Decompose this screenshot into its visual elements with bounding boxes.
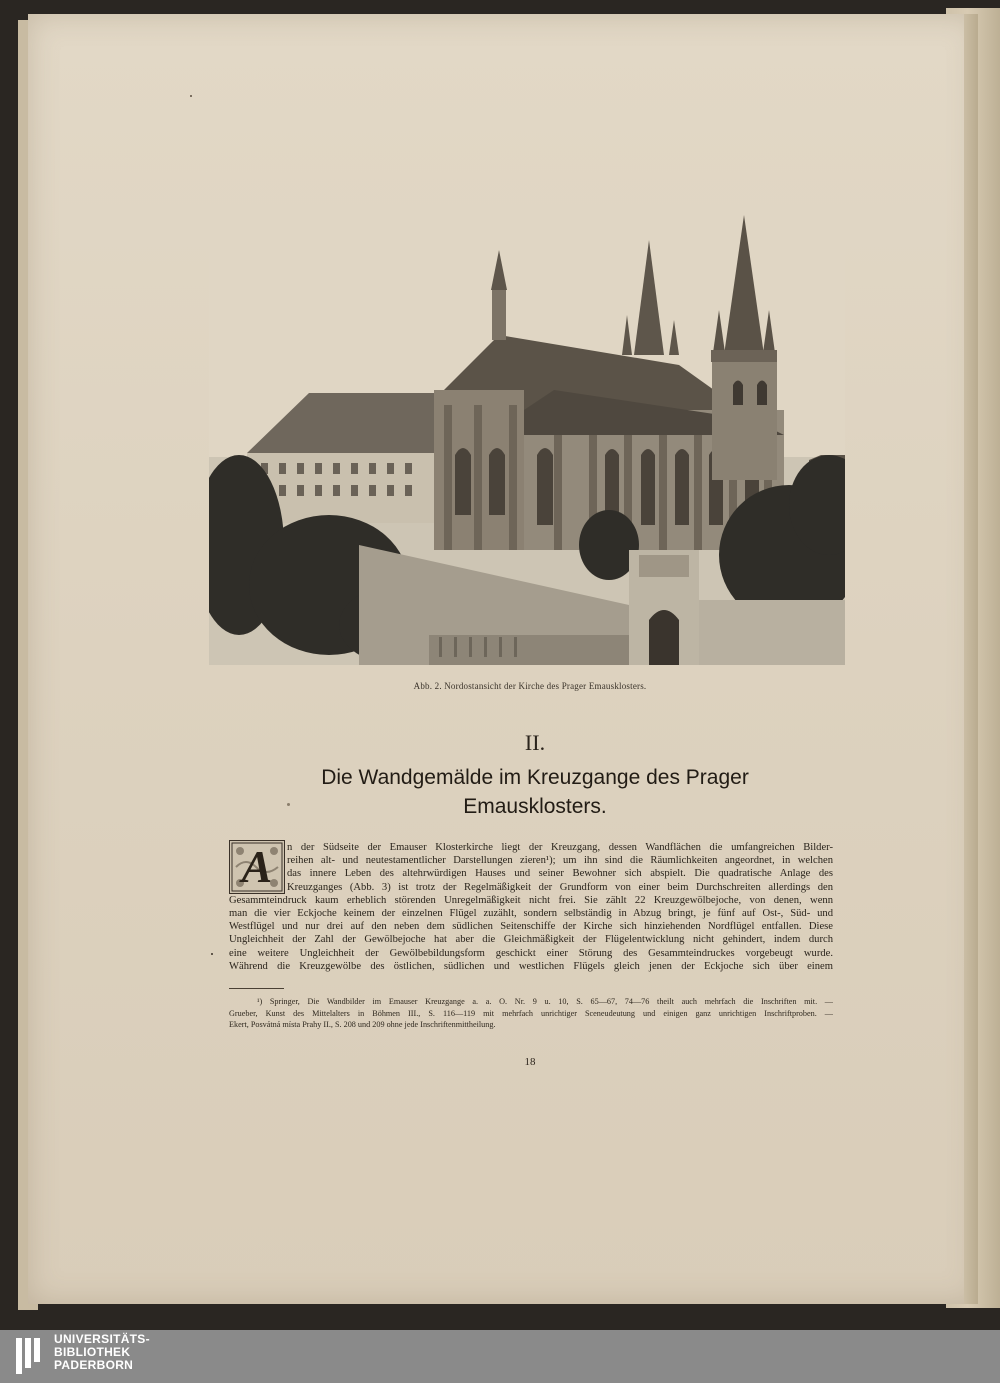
chapter-title-line: Emausklosters.	[463, 795, 607, 818]
body-line: n der Südseite der Emauser Klosterkirche liegt der Kreuzgang, dessen Wandflächen die umfangreichen Bilder-	[287, 842, 833, 853]
body-line: Westflügel und nur drei auf den neben dem südlichen Seitenschiffe der Kirche sich hinziehenden Nordflügel entfallen. Diese	[229, 921, 833, 933]
body-line: man die vier Eckjoche keinem der einzelnen Flügel zuzählt, sondern selbständig in Abzug bringt, je fünf auf Ost-, Süd- und	[229, 908, 833, 920]
body-line: Ungleichheit der Zahl der Gewölbejoche hat aber die Gleichmäßigkeit der Flügelentwicklung nicht gehindert, indem durch	[229, 934, 833, 946]
paper-speck	[211, 953, 213, 955]
body-line: das innere Leben des altehrwürdigen Hauses und seiner Bewohner sich abspielt. Die quadratische Anlage des	[287, 868, 833, 880]
figure-caption: Abb. 2. Nordostansicht der Kirche des Prager Emausklosters.	[413, 681, 647, 691]
decorated-initial	[229, 840, 285, 894]
page-number: 18	[524, 1056, 536, 1068]
chapter-title	[200, 763, 870, 821]
paper-speck	[190, 95, 192, 97]
library-logo-text	[54, 1333, 254, 1372]
chapter-title-line: Die Wandgemälde im Kreuzgange des Prager	[321, 766, 749, 789]
footnote-line: ¹) Springer, Die Wandbilder im Emauser Kreuzgange a. a. O. Nr. 9 u. 10, S. 65—67, 74—76 theilt auch mehrfach die Inschriften mit. —	[257, 997, 833, 1006]
body-line: Gesammteindruck kaum erheblich störenden Unregelmäßigkeit nicht frei. Sie zählt 22 Kreuzgewölbejoche, von denen, wenn	[229, 894, 833, 906]
page-edge	[964, 14, 978, 1304]
body-line: eine weitere Ungleichheit der Gewölbebildungsform geschickt einer Störung des Gesammteindruckes vorgebeugt wurde.	[229, 947, 833, 959]
footnote	[229, 996, 833, 1031]
library-logo-line: BIBLIOTHEK	[54, 1345, 131, 1359]
footnote-line: Ekert, Posvátná místa Prahy II., S. 208 und 209 ohne jede Inschriftenmittheilung.	[229, 1020, 496, 1029]
library-logo-line: PADERBORN	[54, 1358, 134, 1372]
body-paragraph	[229, 841, 833, 973]
body-line: Kreuzganges (Abb. 3) ist trotz der Regelmäßigkeit der Grundform von einer beim Durchschreiten allerdings den	[287, 881, 833, 893]
library-logo-line: UNIVERSITÄTS-	[54, 1332, 150, 1346]
chapter-number: II.	[524, 730, 546, 755]
initial-letter: A	[241, 841, 273, 892]
footnote-line: Grueber, Kunst des Mittelalters in Böhmen III., S. 116—119 mit mehrfach unrichtiger Sceneudeutung und einigen ganz unrichtigen Inschriftproben. —	[229, 1008, 833, 1018]
body-line: reihen alt- und neutestamentlicher Darstellungen zieren¹); um ihn sind die Räumlichkeiten angeordnet, in welchen	[287, 855, 833, 867]
church-illustration	[209, 205, 845, 665]
footnote-rule	[229, 988, 284, 989]
body-line: Während die Kreuzgewölbe des östlichen, südlichen und westlichen Flügels gleich jenen der Eckjoche sich über einem	[229, 960, 833, 972]
library-logo-icon	[14, 1336, 48, 1376]
